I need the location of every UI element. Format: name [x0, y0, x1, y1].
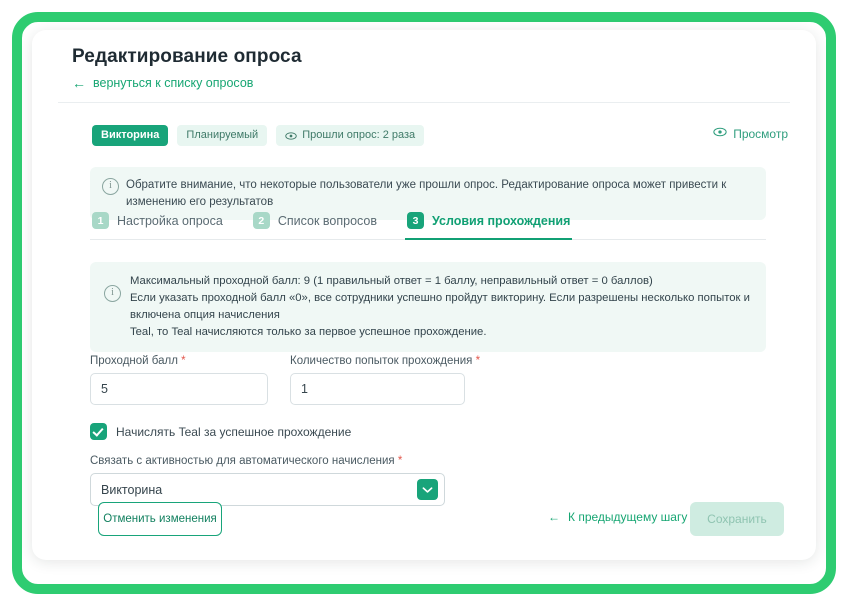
survey-edit-card: [32, 30, 816, 560]
required-asterisk-score: *: [181, 355, 186, 367]
edit-warning-text: Обратите внимание, что некоторые пользователи уже прошли опрос. Редактирование опроса может привести к изменению его результатов: [126, 179, 727, 208]
teal-accrual-label: Начислять Teal за успешное прохождение: [116, 424, 352, 439]
previous-step-button[interactable]: [548, 510, 687, 524]
scoring-info-line-1: Максимальный проходной балл: 9 (1 правильный ответ = 1 баллу, неправильный ответ = 0 баллов): [130, 275, 653, 287]
tab-passing-conditions[interactable]: [405, 212, 572, 240]
badge-survey-type: Викторина: [92, 125, 168, 146]
step-number-3: 3: [407, 212, 424, 229]
tab-questions-list-label: Список вопросов: [277, 213, 378, 228]
scoring-info-line-2: Если указать проходной балл «0», все сотрудники успешно пройдут викторину. Если разрешены несколько попыток и включена опция начисления: [130, 291, 750, 321]
badge-survey-status: Планируемый: [177, 125, 267, 146]
tab-questions-list[interactable]: [251, 212, 379, 240]
cancel-changes-button[interactable]: [98, 502, 222, 536]
step-number-1: 1: [92, 212, 109, 229]
tab-survey-settings[interactable]: [90, 212, 225, 240]
info-circle-icon: i: [102, 178, 119, 195]
save-label: Сохранить: [707, 512, 767, 526]
badges-row: [92, 125, 424, 146]
attempts-count-label-text: Количество попыток прохождения: [290, 355, 473, 367]
attempts-count-input[interactable]: [290, 373, 465, 405]
chevron-down-icon[interactable]: [417, 479, 438, 500]
preview-label: Просмотр: [733, 126, 788, 141]
step-number-2: 2: [253, 212, 270, 229]
teal-accrual-checkbox-row[interactable]: [90, 423, 351, 440]
eye-icon: [285, 130, 297, 142]
tab-passing-conditions-label: Условия прохождения: [432, 213, 571, 228]
required-asterisk-attempts: *: [475, 355, 481, 367]
badge-passed-count: [276, 125, 424, 146]
save-button[interactable]: [690, 502, 784, 536]
tab-survey-settings-label: Настройка опроса: [117, 213, 223, 228]
score-fields-row: [90, 355, 480, 405]
scoring-info-block: [90, 262, 766, 352]
passing-score-group: [90, 355, 268, 405]
badge-passed-label: Прошли опрос: 2 раза: [302, 129, 416, 141]
activity-select-group: [90, 455, 445, 506]
page-title: Редактирование опроса: [72, 46, 302, 67]
passing-score-input[interactable]: [90, 373, 268, 405]
activity-select-value: Викторина: [101, 482, 163, 497]
scoring-info-line-3: Teal, то Teal начисляются только за первое успешное прохождение.: [130, 325, 487, 338]
info-circle-icon-2: i: [104, 285, 121, 302]
header-divider: [58, 102, 790, 103]
checkbox-checked-icon[interactable]: [90, 423, 107, 440]
passing-score-label-text: Проходной балл: [90, 355, 178, 367]
arrow-left-icon-2: ←: [548, 510, 560, 524]
previous-step-label: К предыдущему шагу: [568, 510, 688, 524]
attempts-count-group: [290, 355, 480, 405]
required-asterisk-activity: *: [397, 455, 403, 467]
activity-select-label-text: Связать с активностью для автоматического начисления: [90, 455, 395, 467]
activity-select-label: [90, 455, 445, 467]
preview-eye-icon: [713, 125, 727, 142]
attempts-count-label: [290, 355, 480, 367]
passing-score-label: [90, 355, 268, 367]
steps-tabs: [90, 212, 766, 240]
preview-button[interactable]: [713, 125, 788, 142]
back-to-surveys-link[interactable]: [72, 76, 253, 90]
cancel-changes-label: Отменить изменения: [103, 513, 217, 525]
back-to-surveys-label: вернуться к списку опросов: [93, 76, 254, 90]
arrow-left-icon: ←: [72, 75, 86, 91]
